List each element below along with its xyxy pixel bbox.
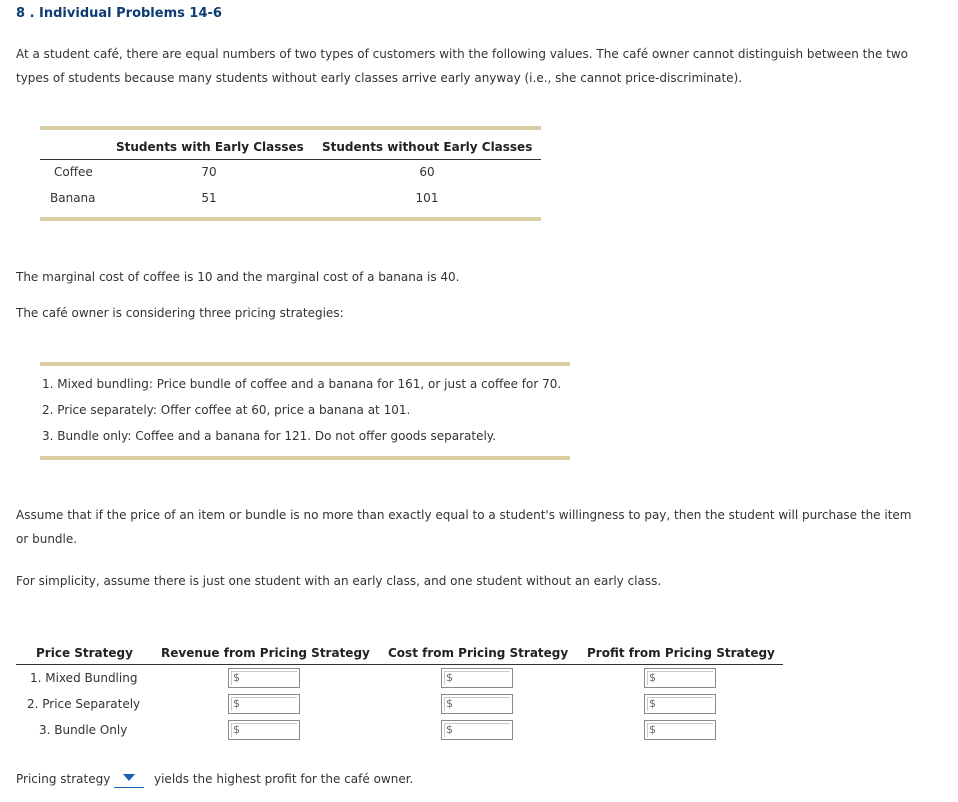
cost-input-mixed-bundling[interactable] — [441, 668, 513, 688]
dollar-sign: $ — [233, 723, 240, 736]
strategies-bottom-bar — [40, 456, 570, 460]
dollar-sign: $ — [446, 697, 453, 710]
assume-line-1: Assume that if the price of an item or bundle is no more than exactly equal to a student's willingness to pay, then the student will purchase the item — [16, 508, 912, 522]
row-item-coffee: Coffee — [54, 165, 93, 179]
problem-title: 8 . Individual Problems 14-6 — [16, 6, 222, 21]
dollar-sign: $ — [233, 671, 240, 684]
assume-line-2: or bundle. — [16, 532, 78, 546]
dollar-sign: $ — [649, 697, 656, 710]
chevron-down-icon — [123, 774, 135, 781]
table-bottom-bar — [40, 217, 541, 221]
row-item-banana: Banana — [50, 191, 96, 205]
row-label-bundle-only: 3. Bundle Only — [39, 723, 128, 737]
strategy-item: 3. Bundle only: Coffee and a banana for 121. Do not offer goods separately. — [42, 429, 497, 443]
dollar-sign: $ — [649, 723, 656, 736]
coffee-early-value: 70 — [201, 165, 217, 179]
simplicity-text: For simplicity, assume there is just one student with an early class, and one student without an early class. — [16, 574, 662, 588]
strategy-item: 1. Mixed bundling: Price bundle of coffee and a banana for 161, or just a coffee for 70. — [42, 377, 562, 391]
profit-input-price-separately[interactable] — [644, 694, 716, 714]
banana-no-early-value: 101 — [415, 191, 439, 205]
strategies-intro: The café owner is considering three pricing strategies: — [16, 306, 344, 320]
strategy-item: 2. Price separately: Offer coffee at 60, price a banana at 101. — [42, 403, 411, 417]
banana-early-value: 51 — [201, 191, 217, 205]
conclusion-suffix: yields the highest profit for the café owner. — [154, 772, 414, 786]
header-rule — [40, 159, 541, 160]
strategies-top-bar — [40, 362, 570, 366]
col-header-no-early: Students without Early Classes — [322, 140, 533, 154]
row-label-mixed-bundling: 1. Mixed Bundling — [30, 671, 138, 685]
intro-line-1: At a student café, there are equal numbers of two types of customers with the following values. The café owner cannot distinguish between the two — [16, 47, 909, 61]
header-profit: Profit from Pricing Strategy — [587, 646, 775, 660]
dollar-sign: $ — [233, 697, 240, 710]
header-price-strategy: Price Strategy — [36, 646, 133, 660]
coffee-no-early-value: 60 — [419, 165, 435, 179]
cost-input-price-separately[interactable] — [441, 694, 513, 714]
dollar-sign: $ — [446, 671, 453, 684]
assume-paragraph — [16, 503, 926, 551]
header-cost: Cost from Pricing Strategy — [388, 646, 569, 660]
row-label-price-separately: 2. Price Separately — [27, 697, 141, 711]
revenue-input-mixed-bundling[interactable] — [228, 668, 300, 688]
col-header-early: Students with Early Classes — [116, 140, 304, 154]
conclusion-prefix: Pricing strategy — [16, 772, 111, 786]
intro-line-2: types of students because many students without early classes arrive early anyway (i.e., she cannot price-discriminate). — [16, 71, 743, 85]
profit-input-mixed-bundling[interactable] — [644, 668, 716, 688]
marginal-cost-text: The marginal cost of coffee is 10 and the marginal cost of a banana is 40. — [16, 270, 460, 284]
cost-input-bundle-only[interactable] — [441, 720, 513, 740]
dollar-sign: $ — [649, 671, 656, 684]
revenue-input-price-separately[interactable] — [228, 694, 300, 714]
answer-header-rule — [16, 664, 783, 665]
profit-input-bundle-only[interactable] — [644, 720, 716, 740]
table-top-bar — [40, 126, 541, 130]
revenue-input-bundle-only[interactable] — [228, 720, 300, 740]
intro-paragraph — [16, 42, 926, 90]
pricing-strategy-dropdown[interactable] — [114, 771, 144, 788]
dollar-sign: $ — [446, 723, 453, 736]
header-revenue: Revenue from Pricing Strategy — [161, 646, 370, 660]
